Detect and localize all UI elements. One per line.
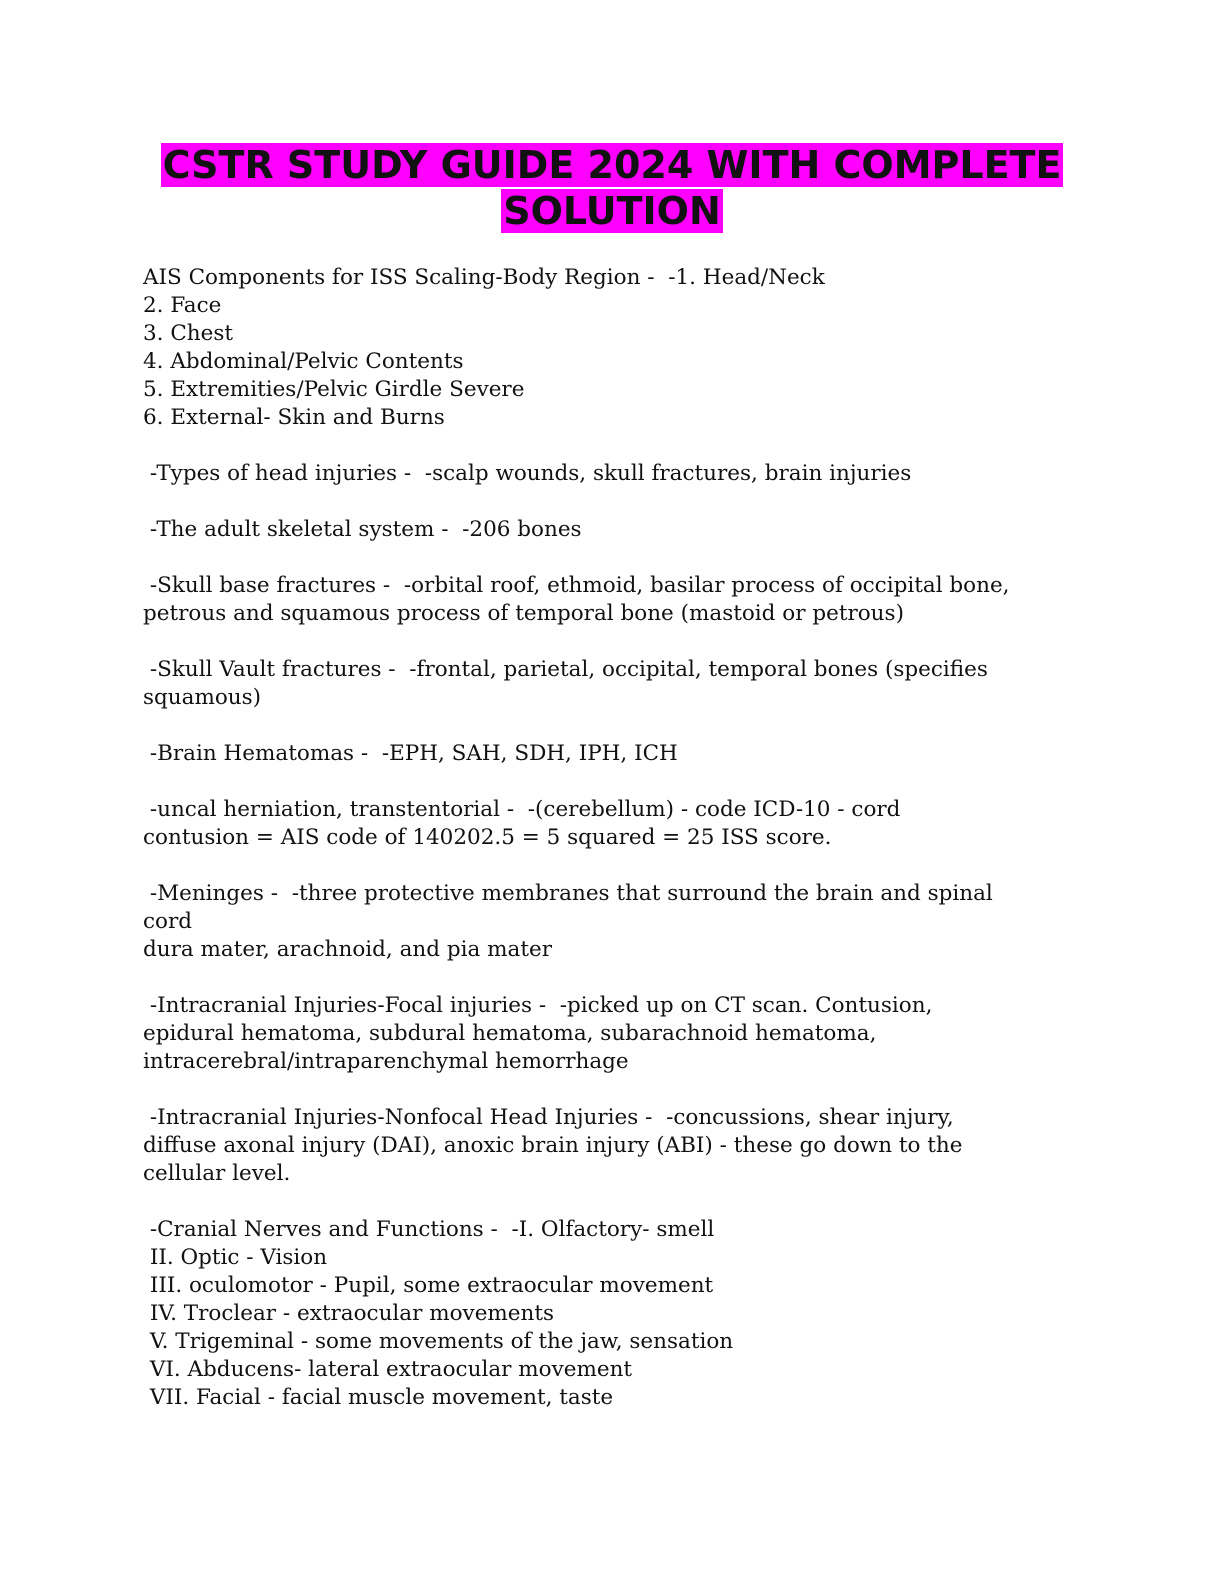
title-line-2: SOLUTION <box>503 189 721 233</box>
blank-line <box>143 768 1083 796</box>
text-line: contusion = AIS code of 140202.5 = 5 squared = 25 ISS score. <box>143 825 832 850</box>
blank-line <box>143 852 1083 880</box>
text-line: V. Trigeminal - some movements of the jaw, sensation <box>143 1329 734 1354</box>
blank-line <box>143 964 1083 992</box>
text-line: cord <box>143 909 193 934</box>
blank-line <box>143 432 1083 460</box>
text-line: 3. Chest <box>143 321 234 346</box>
blank-line <box>143 628 1083 656</box>
blank-line <box>143 712 1083 740</box>
blank-line <box>143 488 1083 516</box>
text-line: AIS Components for ISS Scaling-Body Region - -1. Head/Neck <box>143 265 825 290</box>
text-line: diffuse axonal injury (DAI), anoxic brain injury (ABI) - these go down to the <box>143 1133 963 1158</box>
text-line: 4. Abdominal/Pelvic Contents <box>143 349 464 374</box>
text-line: epidural hematoma, subdural hematoma, subarachnoid hematoma, <box>143 1021 877 1046</box>
text-line: petrous and squamous process of temporal bone (mastoid or petrous) <box>143 601 904 626</box>
page-title <box>100 142 1124 234</box>
blank-line <box>143 544 1083 572</box>
text-line: 5. Extremities/Pelvic Girdle Severe <box>143 377 525 402</box>
text-line: IV. Troclear - extraocular movements <box>143 1301 555 1326</box>
text-line: squamous) <box>143 685 262 710</box>
title-line-1: CSTR STUDY GUIDE 2024 WITH COMPLETE <box>162 143 1062 187</box>
text-line: -Skull Vault fractures - -frontal, parietal, occipital, temporal bones (specifies <box>143 657 988 682</box>
text-line: -Types of head injuries - -scalp wounds, skull fractures, brain injuries <box>143 461 912 486</box>
text-line: II. Optic - Vision <box>143 1245 328 1270</box>
text-line: -Intracranial Injuries-Nonfocal Head Injuries - -concussions, shear injury, <box>143 1105 954 1130</box>
text-line: -The adult skeletal system - -206 bones <box>143 517 582 542</box>
document-body <box>143 264 1083 1412</box>
text-line: -Brain Hematomas - -EPH, SAH, SDH, IPH, ICH <box>143 741 678 766</box>
text-line: VII. Facial - facial muscle movement, taste <box>143 1385 614 1410</box>
text-line: -Meninges - -three protective membranes that surround the brain and spinal <box>143 881 993 906</box>
text-line: cellular level. <box>143 1161 291 1186</box>
text-line: III. oculomotor - Pupil, some extraocular movement <box>143 1273 714 1298</box>
blank-line <box>143 1076 1083 1104</box>
text-line: -Skull base fractures - -orbital roof, ethmoid, basilar process of occipital bone, <box>143 573 1010 598</box>
text-line: dura mater, arachnoid, and pia mater <box>143 937 552 962</box>
blank-line <box>143 1188 1083 1216</box>
text-line: 2. Face <box>143 293 222 318</box>
text-line: intracerebral/intraparenchymal hemorrhage <box>143 1049 629 1074</box>
text-line: 6. External- Skin and Burns <box>143 405 445 430</box>
text-line: -Cranial Nerves and Functions - -I. Olfactory- smell <box>143 1217 715 1242</box>
text-line: -Intracranial Injuries-Focal injuries - -picked up on CT scan. Contusion, <box>143 993 933 1018</box>
text-line: -uncal herniation, transtentorial - -(cerebellum) - code ICD-10 - cord <box>143 797 901 822</box>
text-line: VI. Abducens- lateral extraocular movement <box>143 1357 633 1382</box>
